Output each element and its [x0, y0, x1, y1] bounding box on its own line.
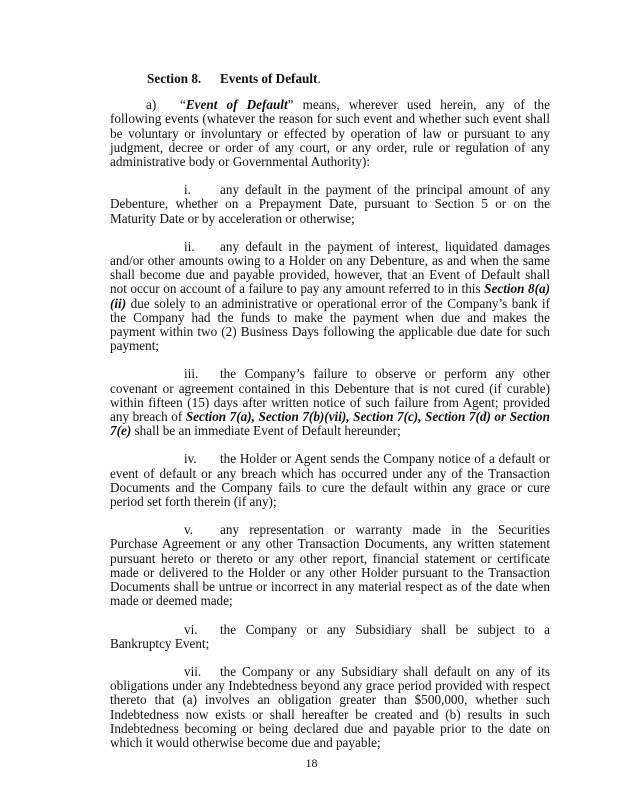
- list-item-iii: [110, 367, 550, 438]
- item-text: the Company or any Subsidiary shall be subject to a Bankruptcy Event;: [110, 621, 550, 651]
- item-marker: iii.: [184, 366, 199, 382]
- page-number: 18: [305, 756, 318, 770]
- list-item-vi: [110, 623, 550, 651]
- item-marker: i.: [184, 182, 191, 198]
- close-quote: ”: [287, 97, 294, 113]
- item-text: due solely to an administrative or operational error of the Company’s bank if the Company had the funds to make the payment when due and makes the payment within two (2) Business Days following the applicable due date for such payment;: [110, 295, 550, 354]
- section-reference: Section 7(a), Section 7(b)(vii), Section 7(c), Section 7(d) or Section 7(e): [110, 409, 550, 439]
- item-marker: vi.: [184, 621, 198, 637]
- list-item-ii: [110, 240, 550, 354]
- defined-term: Event of Default: [185, 97, 288, 113]
- item-text: the Holder or Agent sends the Company notice of a default or event of default or any breach which has occurred under any of the Transaction Documents and the Company fails to cure the default within any grace or cure period set forth therein (if any);: [110, 451, 550, 510]
- open-quote: “: [180, 97, 186, 113]
- item-text: any default in the payment of the principal amount of any Debenture, whether on a Prepayment Date, pursuant to Section 5 or on the Maturity Date or by acceleration or otherwise;: [110, 182, 550, 226]
- list-item-vii: [110, 665, 550, 750]
- item-text: shall be an immediate Event of Default hereunder;: [131, 423, 401, 439]
- section-reference: Section 8(a)(ii): [110, 281, 550, 311]
- item-marker: v.: [184, 522, 194, 538]
- paragraph-text: means, wherever used herein, any of the following events (whatever the reason for such event and whether such event shall be voluntary or involuntary or effected by operation of law or pursuant to any judgment, decree or order of any court, or any order, rule or regulation of any administrative body or Governmental Authority):: [110, 97, 550, 170]
- item-text: any default in the payment of interest, liquidated damages and/or other amounts owing to a Holder on any Debenture, as and when the same shall become due and payable provided, however, that an Event of Default shall not occur on account of a failure to pay any amount referred to in this: [110, 238, 550, 297]
- list-item-iv: [110, 452, 550, 509]
- item-text: any representation or warranty made in the Securities Purchase Agreement or any other Transaction Documents, any written statement pursuant hereto or thereto or any other report, financial statement or certificate made or delivered to the Holder or any other Holder pursuant to the Transaction Documents shall be untrue or incorrect in any material respect as of the date when made or deemed made;: [110, 522, 550, 609]
- paragraph-a: [110, 98, 550, 169]
- item-marker: ii.: [184, 238, 195, 254]
- list-item-i: [110, 183, 550, 226]
- section-heading: [147, 72, 550, 86]
- section-title: Events of Default: [220, 71, 318, 86]
- section-number: Section 8.: [147, 71, 202, 86]
- item-text: the Company’s failure to observe or perform any other covenant or agreement contained in this Debenture that is not cured (if curable) within fifteen (15) days after written notice of such failure from Agent; provided any breach of: [110, 366, 550, 425]
- item-marker: vii.: [184, 663, 202, 679]
- document-page: [110, 72, 550, 764]
- list-item-v: [110, 523, 550, 608]
- item-marker: iv.: [184, 451, 197, 467]
- paragraph-marker: a): [146, 97, 157, 113]
- item-text: the Company or any Subsidiary shall default on any of its obligations under any Indebtedness beyond any grace period provided with respect thereto that (a) involves an obligation greater than $500,000, whether such Indebtedness now exists or shall hereafter be created and (b) results in such Indebtedness becoming or being declared due and payable prior to the date on which it would otherwise become due and payable;: [110, 663, 550, 750]
- section-title-punct: .: [317, 71, 321, 86]
